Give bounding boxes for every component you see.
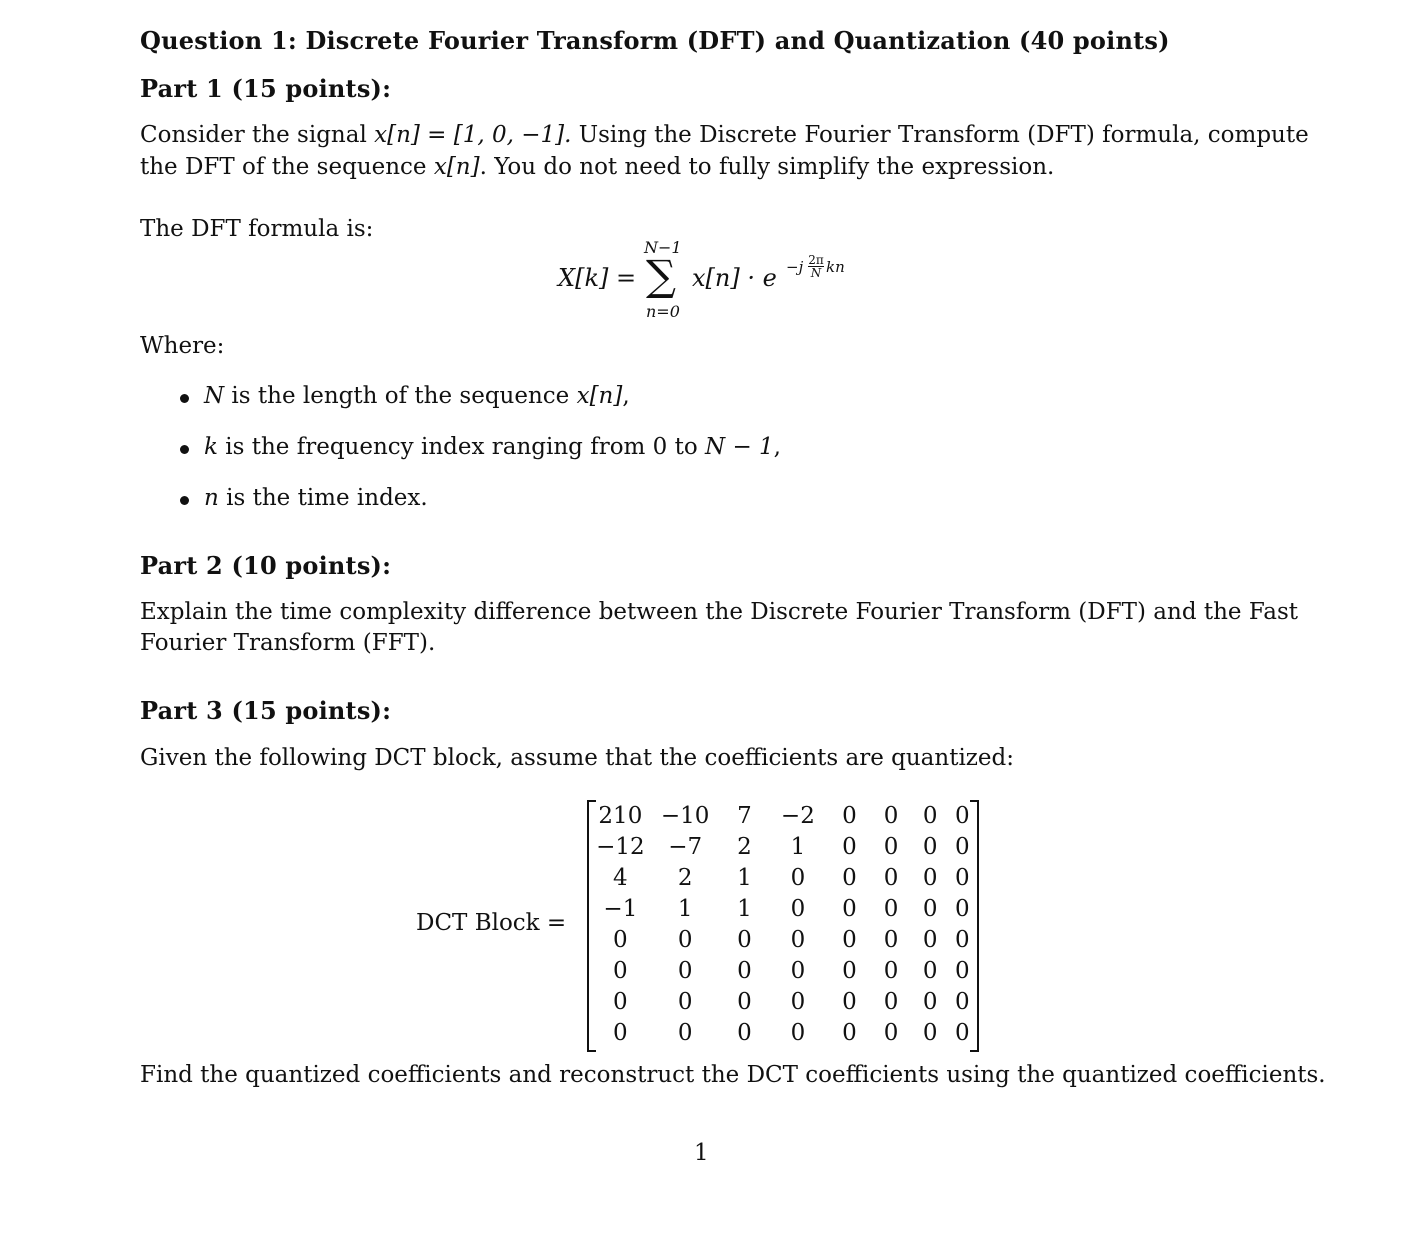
bullet-math: N [204, 383, 225, 409]
matrix-cell: 0 [842, 926, 857, 953]
part1-text2-a: the DFT of the sequence [140, 154, 434, 180]
matrix-row [595, 986, 979, 1017]
matrix-cell: 0 [790, 895, 806, 922]
part1-text-line2 [140, 152, 1054, 183]
matrix-cell: 0 [883, 833, 899, 860]
matrix-cell: 0 [737, 1019, 752, 1046]
matrix-cell: 0 [954, 864, 970, 891]
exponent-fraction [808, 254, 824, 279]
matrix-cell: 0 [954, 926, 970, 953]
matrix-cell: 0 [842, 895, 857, 922]
matrix-row [595, 924, 979, 955]
matrix-cell: 0 [922, 1019, 938, 1046]
bullet-dot [180, 496, 189, 505]
matrix-row [595, 831, 979, 862]
matrix-cell: 0 [883, 926, 899, 953]
formula-term: x[n] · e [692, 264, 777, 292]
matrix-cell: 0 [922, 864, 938, 891]
part1-text-line1 [140, 120, 1309, 151]
matrix-cell: 0 [883, 988, 899, 1015]
matrix-cell: 0 [842, 864, 857, 891]
part1-text-c: Using the Discrete Fourier Transform (DFT) formula, compute [571, 122, 1309, 148]
matrix-row [595, 893, 979, 924]
matrix-cell: 0 [737, 988, 752, 1015]
matrix-cell: 2 [677, 864, 693, 891]
matrix-cell: 0 [922, 802, 938, 829]
bullet-text [204, 483, 428, 514]
matrix-cell: 0 [922, 988, 938, 1015]
matrix-cell: −1 [603, 895, 638, 922]
matrix-cell: 0 [790, 926, 806, 953]
sequence-symbol: x[n] [433, 154, 480, 180]
matrix-cell: 1 [737, 864, 752, 891]
formula-intro: The DFT formula is: [140, 216, 374, 242]
matrix-cell: 4 [613, 864, 628, 891]
matrix-cell: 0 [883, 802, 899, 829]
matrix-cell: −12 [596, 833, 645, 860]
matrix-cell: 0 [922, 957, 938, 984]
matrix-cell: 0 [790, 1019, 806, 1046]
matrix-cell: 0 [737, 957, 752, 984]
matrix-cell: 1 [790, 833, 806, 860]
part3-intro: Given the following DCT block, assume that the coefficients are quantized: [140, 745, 1015, 771]
bullet-math: k [204, 434, 218, 460]
matrix-cell: 0 [842, 833, 857, 860]
matrix-cell: 0 [954, 988, 970, 1015]
matrix-cell: 0 [790, 957, 806, 984]
matrix-row [595, 955, 979, 986]
matrix-row [595, 800, 979, 831]
dft-formula [558, 236, 858, 326]
exponent-numerator: 2π [808, 253, 824, 267]
matrix-cell: 0 [842, 957, 857, 984]
matrix-cell: 0 [883, 895, 899, 922]
matrix-cell: 0 [613, 926, 628, 953]
bullet-item [140, 381, 940, 412]
bullet-dot [180, 445, 189, 454]
matrix-cell: 0 [883, 1019, 899, 1046]
matrix-cell: 0 [677, 1019, 693, 1046]
matrix-cell: 2 [737, 833, 752, 860]
matrix-cell: 0 [677, 926, 693, 953]
where-label: Where: [140, 333, 225, 359]
matrix-cell: 0 [613, 957, 628, 984]
matrix-cell: 0 [613, 988, 628, 1015]
matrix-cell: 0 [842, 1019, 857, 1046]
matrix-cell: 7 [737, 802, 752, 829]
bullet-math2: x[n] [576, 383, 623, 409]
matrix-cell: 0 [842, 802, 857, 829]
matrix-cell: 0 [883, 864, 899, 891]
matrix-cell: 0 [842, 988, 857, 1015]
bullet-item [140, 432, 940, 463]
dct-matrix-table [595, 800, 979, 1048]
matrix-cell: 0 [613, 1019, 628, 1046]
matrix-cell: 0 [922, 833, 938, 860]
matrix-cell: 0 [677, 988, 693, 1015]
sum-lower-limit: n=0 [646, 302, 680, 321]
dct-matrix [587, 800, 979, 1052]
bullet-tail: , [773, 434, 781, 460]
exponent-kn: kn [826, 258, 845, 276]
bullet-item [140, 483, 940, 514]
bullet-text [204, 381, 630, 412]
matrix-cell: 0 [790, 988, 806, 1015]
bullet-body: is the time index. [218, 485, 428, 511]
matrix-cell: 1 [677, 895, 693, 922]
matrix-cell: 210 [598, 802, 643, 829]
matrix-cell: −7 [668, 833, 703, 860]
part1-heading: Part 1 (15 points): [140, 74, 392, 103]
matrix-label: DCT Block = [416, 910, 567, 936]
bullet-body: is the length of the sequence [224, 383, 577, 409]
signal-def: x[n] = [1, 0, −1]. [374, 122, 572, 148]
matrix-cell: 0 [737, 926, 752, 953]
part3-closing: Find the quantized coefficients and reconstruct the DCT coefficients using the quantized coefficients. [140, 1062, 1326, 1088]
matrix-cell: −2 [780, 802, 815, 829]
formula-lhs: X[k] = [558, 264, 637, 292]
matrix-cell: 0 [954, 957, 970, 984]
bullet-dot [180, 394, 189, 403]
part2-text-line2: Fourier Transform (FFT). [140, 630, 436, 656]
bullet-body: is the frequency index ranging from 0 to [217, 434, 706, 460]
bullet-math2: N − 1 [705, 434, 774, 460]
bullet-math: n [204, 485, 219, 511]
matrix-cell: 0 [954, 802, 970, 829]
question-title: Question 1: Discrete Fourier Transform (DFT) and Quantization (40 points) [140, 26, 1170, 55]
page-number: 1 [694, 1140, 709, 1166]
bullet-tail: , [622, 383, 630, 409]
part2-text-line1: Explain the time complexity difference between the Discrete Fourier Transform (DFT) and the Fast [140, 599, 1298, 625]
part2-heading: Part 2 (10 points): [140, 551, 392, 580]
matrix-cell: 1 [737, 895, 752, 922]
sum-symbol: ∑ [646, 251, 676, 300]
matrix-cell: −10 [660, 802, 710, 829]
matrix-row [595, 1017, 979, 1048]
matrix-cell: 0 [954, 833, 970, 860]
part1-text2-c: . You do not need to fully simplify the expression. [479, 154, 1055, 180]
matrix-cell: 0 [954, 895, 970, 922]
matrix-cell: 0 [883, 957, 899, 984]
matrix-row [595, 862, 979, 893]
matrix-cell: 0 [922, 926, 938, 953]
part3-heading: Part 3 (15 points): [140, 696, 392, 725]
matrix-cell: 0 [677, 957, 693, 984]
exponent-sign: −j [786, 258, 804, 276]
bullet-text [204, 432, 781, 463]
part1-text-a: Consider the signal [140, 122, 375, 148]
sum-upper-limit: N−1 [644, 238, 682, 257]
matrix-cell: 0 [922, 895, 938, 922]
matrix-cell: 0 [790, 864, 806, 891]
matrix-cell: 0 [954, 1019, 970, 1046]
exponent-denominator: N [810, 266, 822, 280]
